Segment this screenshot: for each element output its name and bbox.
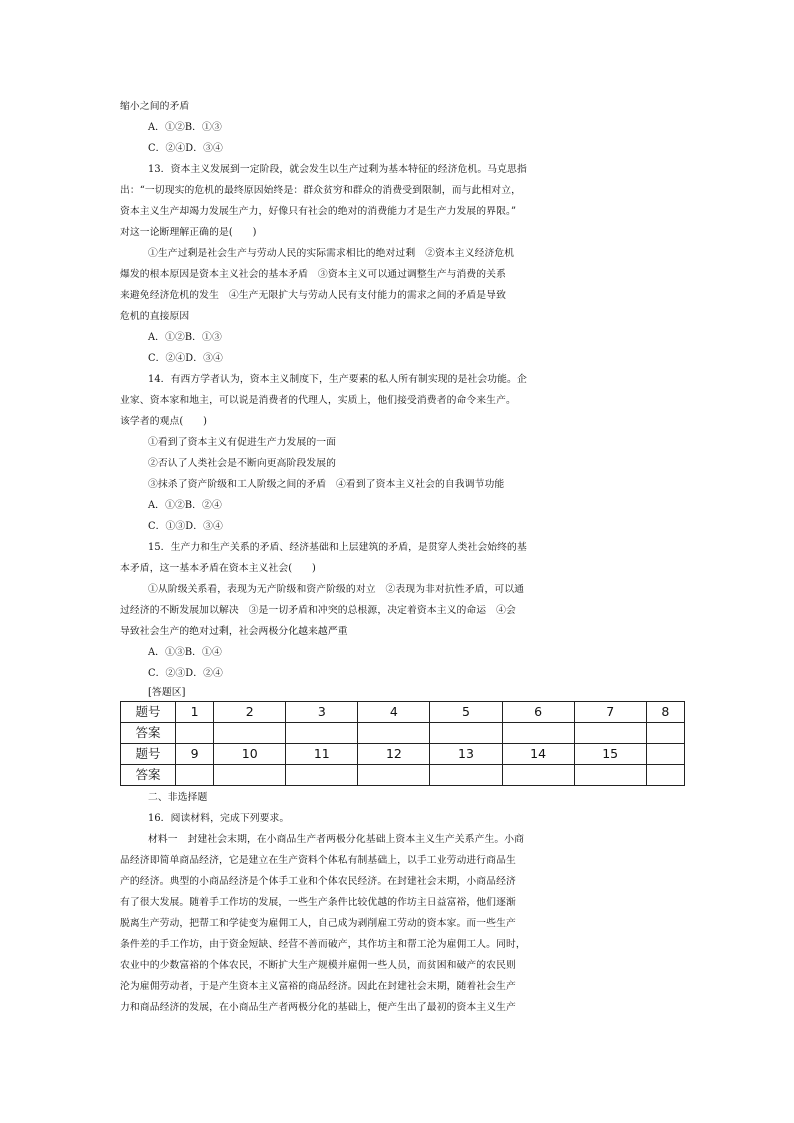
q15-choice-line: 导致社会生产的绝对过剩，社会两极分化越来越严重 (120, 626, 348, 637)
q14-line: 业家、资本家和地主，可以说是消费者的代理人，实质上，他们接受消费者的命令来生产。 (120, 395, 516, 406)
q15-choice-line: ①从阶级关系看，表现为无产阶级和资产阶级的对立 ②表现为非对抗性矛盾，可以通 (148, 584, 525, 595)
q14-option-ab: A．①②B．②④ (148, 500, 222, 511)
q12-tail: 缩小之间的矛盾 (120, 101, 190, 112)
answer-cell[interactable] (574, 765, 646, 786)
q13-line: 对这一论断理解正确的是( ) (120, 227, 257, 238)
question-number-cell: 6 (502, 702, 574, 723)
q13-option-cd: C．②④D．③④ (148, 353, 223, 364)
material-line: 品经济即简单商品经济，它是建立在生产资料个体私有制基础上，以手工业劳动进行商品生 (120, 855, 516, 866)
row-label-answer: 答案 (121, 723, 176, 744)
answer-cell[interactable] (646, 723, 684, 744)
q14-line: 该学者的观点( ) (120, 416, 208, 427)
row-label-answer: 答案 (121, 765, 176, 786)
answer-cell[interactable] (176, 723, 214, 744)
q14-option-cd: C．①③D．③④ (148, 521, 223, 532)
answer-cell[interactable] (502, 723, 574, 744)
question-number-cell: 7 (574, 702, 646, 723)
q13-choice-line: 爆发的根本原因是资本主义社会的基本矛盾 ③资本主义可以通过调整生产与消费的关系 (120, 269, 506, 280)
material-line: 有了很大发展。随着手工作坊的发展，一些生产条件比较优越的作坊主日益富裕，他们逐渐 (120, 897, 516, 908)
answer-cell[interactable] (358, 765, 430, 786)
question-number-cell: 1 (176, 702, 214, 723)
answer-cell[interactable] (214, 765, 286, 786)
answer-table (120, 701, 685, 786)
q13-line: 资本主义生产却竭力发展生产力，好像只有社会的绝对的消费能力才是生产力发展的界限。” (120, 206, 517, 217)
q13-option-ab: A．①②B．①③ (148, 332, 222, 343)
q15-choice-line: 过经济的不断发展加以解决 ③是一切矛盾和冲突的总根源，决定着资本主义的命运 ④会 (120, 605, 516, 616)
answer-cell[interactable] (358, 723, 430, 744)
material-line: 产的经济。典型的小商品经济是个体手工业和个体农民经济。在封建社会末期，小商品经济 (120, 876, 516, 887)
question-number-cell: 8 (646, 702, 684, 723)
question-number-cell (646, 744, 684, 765)
q16-intro: 16．阅读材料，完成下列要求。 (148, 813, 290, 824)
answer-cell[interactable] (176, 765, 214, 786)
answer-cell[interactable] (646, 765, 684, 786)
table-row (121, 744, 685, 765)
answer-cell[interactable] (286, 723, 358, 744)
answer-cell[interactable] (214, 723, 286, 744)
answer-cell[interactable] (502, 765, 574, 786)
answer-cell[interactable] (574, 723, 646, 744)
q12-option-cd: C．②④D．③④ (148, 143, 223, 154)
material-line: 条件差的手工作坊，由于资金短缺、经营不善而破产，其作坊主和帮工沦为雇佣工人。同时， (120, 939, 526, 950)
question-number-cell: 10 (214, 744, 286, 765)
question-number-cell: 15 (574, 744, 646, 765)
answer-area-label: [答题区] (148, 687, 186, 698)
row-label-number: 题号 (121, 702, 176, 723)
q13-line: 13．资本主义发展到一定阶段，就会发生以生产过剩为基本特征的经济危机。马克思指 (148, 164, 527, 175)
question-number-cell: 11 (286, 744, 358, 765)
q15-line: 15．生产力和生产关系的矛盾、经济基础和上层建筑的矛盾，是贯穿人类社会始终的基 (148, 542, 527, 553)
material-line: 力和商品经济的发展，在小商品生产者两极分化的基础上，便产生出了最初的资本主义生产 (120, 1002, 516, 1013)
q13-choice-line: 来避免经济危机的发生 ④生产无限扩大与劳动人民有支付能力的需求之间的矛盾是导致 (120, 290, 506, 301)
question-number-cell: 14 (502, 744, 574, 765)
q13-choice-line: ①生产过剩是社会生产与劳动人民的实际需求相比的绝对过剩 ②资本主义经济危机 (148, 248, 515, 259)
q15-line: 本矛盾，这一基本矛盾在资本主义社会( ) (120, 563, 316, 574)
q14-choice-line: ①看到了资本主义有促进生产力发展的一面 (148, 437, 337, 448)
question-number-cell: 4 (358, 702, 430, 723)
answer-cell[interactable] (286, 765, 358, 786)
question-number-cell: 3 (286, 702, 358, 723)
material-line: 农业中的少数富裕的个体农民，不断扩大生产规模并雇佣一些人员，而贫困和破产的农民则 (120, 960, 516, 971)
q14-choice-line: ③抹杀了资产阶级和工人阶级之间的矛盾 ④看到了资本主义社会的自我调节功能 (148, 479, 505, 490)
question-number-cell: 12 (358, 744, 430, 765)
q13-line: 出：“一切现实的危机的最终原因始终是：群众贫穷和群众的消费受到限制，而与此相对立， (120, 185, 521, 196)
question-number-cell: 13 (430, 744, 502, 765)
q15-option-ab: A．①③B．①④ (148, 647, 222, 658)
question-number-cell: 5 (430, 702, 502, 723)
section-heading: 二、非选择题 (148, 792, 208, 803)
table-row (121, 765, 685, 786)
table-row (121, 723, 685, 744)
q15-option-cd: C．②③D．②④ (148, 668, 223, 679)
question-number-cell: 9 (176, 744, 214, 765)
material-line: 材料一 封建社会末期，在小商品生产者两极分化基础上资本主义生产关系产生。小商 (148, 834, 525, 845)
q14-choice-line: ②否认了人类社会是不断向更高阶段发展的 (148, 458, 337, 469)
answer-cell[interactable] (430, 723, 502, 744)
table-row (121, 702, 685, 723)
material-line: 沦为雇佣劳动者，于是产生资本主义富裕的商品经济。因此在封建社会末期，随着社会生产 (120, 981, 516, 992)
question-number-cell: 2 (214, 702, 286, 723)
q13-choice-line: 危机的直接原因 (120, 311, 190, 322)
row-label-number: 题号 (121, 744, 176, 765)
q12-option-ab: A．①②B．①③ (148, 122, 222, 133)
q14-line: 14．有西方学者认为，资本主义制度下，生产要素的私人所有制实现的是社会功能。企 (148, 374, 527, 385)
answer-cell[interactable] (430, 765, 502, 786)
material-line: 脱离生产劳动，把帮工和学徒变为雇佣工人，自己成为剥削雇工劳动的资本家。而一些生产 (120, 918, 516, 929)
